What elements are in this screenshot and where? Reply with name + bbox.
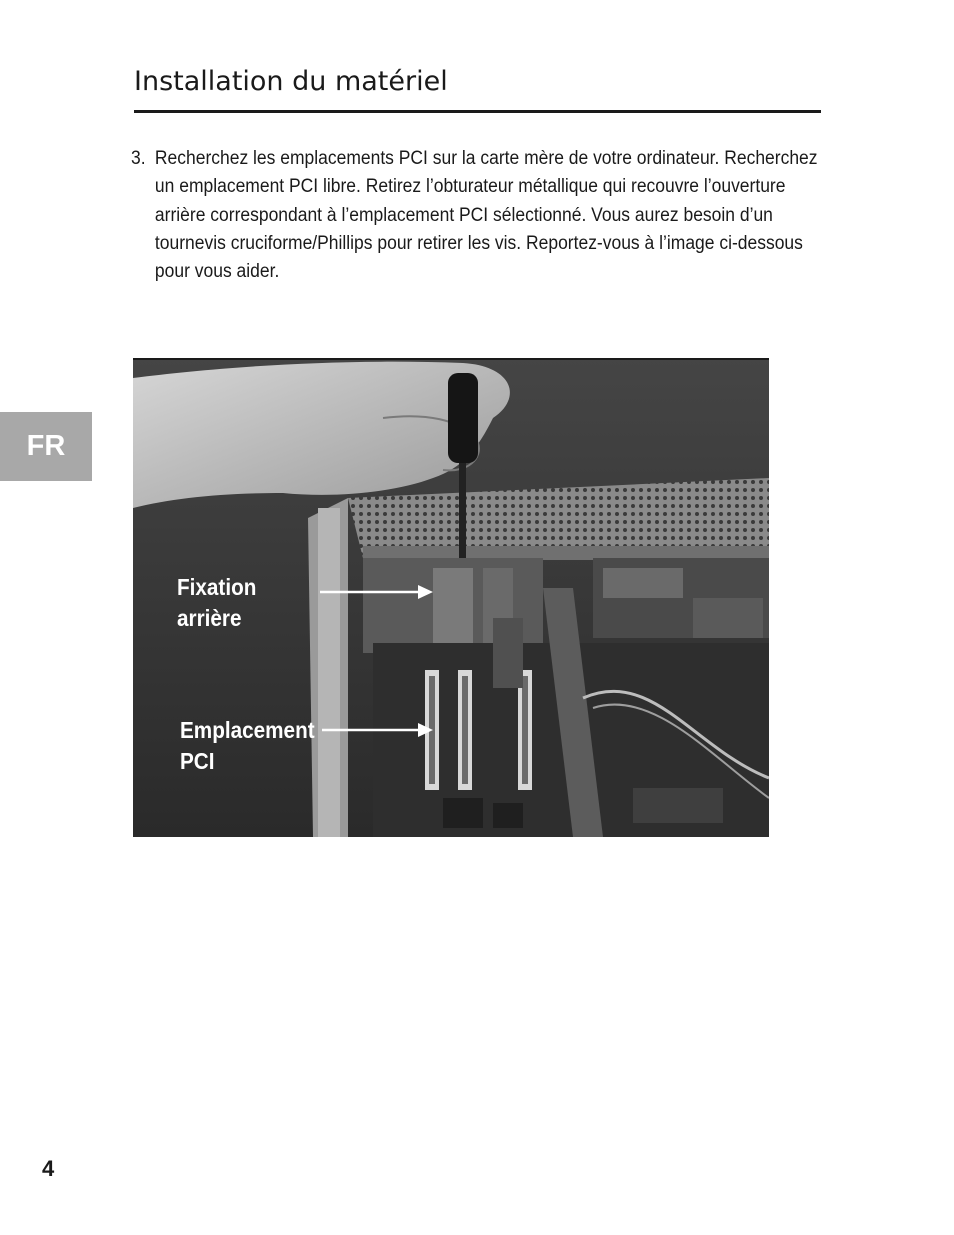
page-number: 4 (42, 1156, 55, 1181)
arrow-head-fixation (418, 585, 433, 599)
callout-line: arrière (177, 605, 242, 631)
language-tab-label: FR (26, 430, 66, 462)
page-title: Installation du matériel (134, 66, 448, 97)
step-text: Recherchez les emplacements PCI sur la carte mère de votre ordinateur. Recherchez un emplacement PCI libre. Retirez l’obturateur métallique qui recouvre l’ouverture arrière correspondant à l’emplacement PCI sélectionné. Vous aurez besoin d’un tournevis cruciforme/Phillips pour retirer les vis. Reportez-vous à l’image ci-dessous pour vous aider. (154, 148, 818, 283)
callout-line: Fixation (177, 574, 257, 600)
step-number: 3. (131, 148, 146, 169)
arrow-head-emplacement (418, 723, 433, 737)
callout-line: Emplacement (180, 717, 315, 743)
callout-fixation-arriere (177, 572, 256, 634)
callout-emplacement-pci (180, 715, 315, 777)
callout-line: PCI (180, 748, 215, 774)
